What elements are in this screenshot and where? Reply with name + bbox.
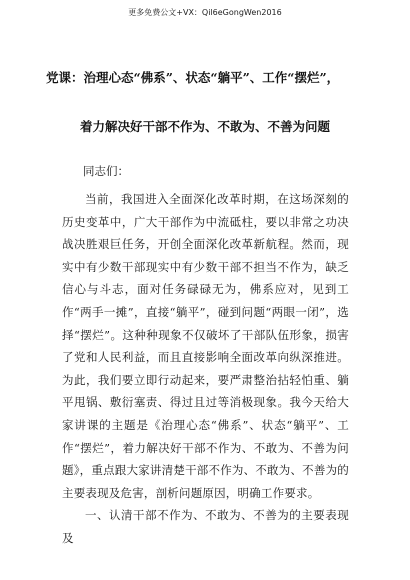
- document-title-line-2: 着力解决好干部不作为、不敢为、不善为问题: [79, 119, 330, 134]
- document-title-line-1: 党课：治理心态“佛系”、状态“躺平”、工作“摆烂”，: [46, 70, 340, 85]
- section-heading-1: 一、认清干部不作为、不敢为、不善为的主要表现及: [62, 508, 349, 545]
- header-note: 更多免费公文+VX：Qil6eGongWen2016: [128, 8, 282, 17]
- salutation: 同志们：: [83, 164, 129, 178]
- document-body: [62, 188, 349, 550]
- body-paragraph: 当前，我国进入全面深化改革时期，在这场深刻的历史变革中，广大干部作为中流砥柱，要以非常之功决战决胜艰巨任务，开创全面深化改革新航程。然而，现实中有少数干部现实中有少数干部不担当不作为，缺乏信心与斗志，面对任务碌碌无为，佛系应对，见到工作“两手一摊”，直接“躺平”，碰到问题“两眼一闭”，选择“摆烂”。这种种现象不仅破坏了干部队伍形象，损害了党和人民利益，而且直接影响全面改革向纵深推进。为此，我们要立即行动起来，要严肃整治拈轻怕重、躺平甩锅、敷衍塞责、得过且过等消极现象。我今天给大家讲课的主题是《治理心态“佛系”、状态“躺平”、工作“摆烂”，着力解决好干部不作为、不敢为、不善为问题》，重点跟大家讲清楚干部不作为、不敢为、不善为的主要表现及危害，剖析问题原因，明确工作要求。: [62, 192, 349, 500]
